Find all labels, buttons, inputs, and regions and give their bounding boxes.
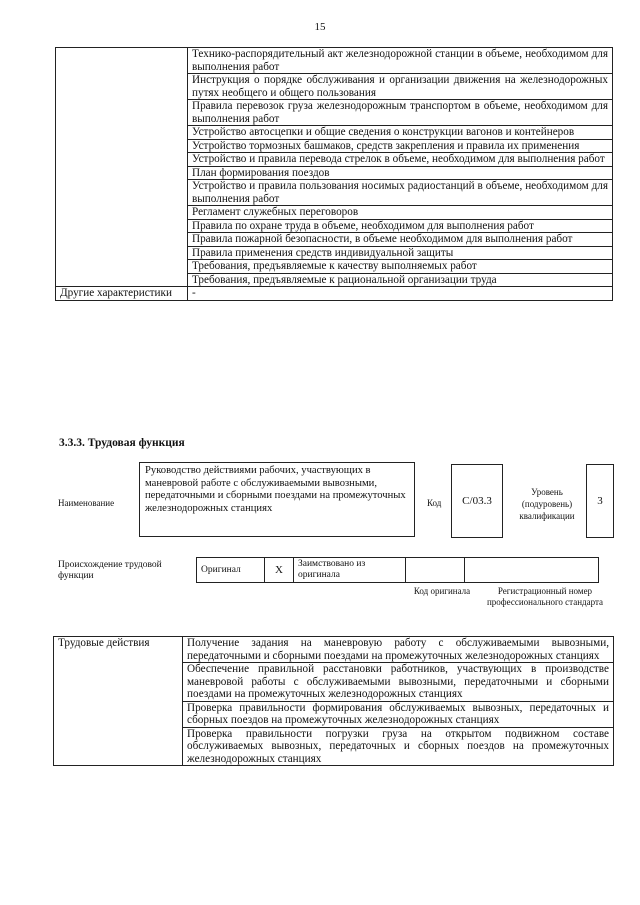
qualification-level-box: 3	[586, 464, 614, 538]
table-row: Требования, предъявляемые к рациональной организации труда	[188, 273, 613, 287]
code-original-cell	[406, 558, 465, 583]
table-row: Устройство и правила перевода стрелок в объеме, необходимом для выполнения работ	[188, 153, 613, 167]
origin-label: Происхождение трудовой функции	[58, 560, 162, 581]
table-row: Технико-распорядительный акт железнодорожной станции в объеме, необходимом для выполнения работ	[188, 48, 613, 74]
page-number: 15	[314, 21, 326, 33]
other-characteristics-label: Другие характеристики	[56, 287, 188, 301]
table-row: Инструкция о порядке обслуживания и организации движения на железнодорожных путях необщего и общего пользования	[188, 74, 613, 100]
table-row: Устройство автосцепки и общие сведения о конструкции вагонов и контейнеров	[188, 126, 613, 140]
table-row: Получение задания на маневровую работу с обслуживаемыми вывозными, передаточными и сборными поездами на промежуточных железнодорожных станциях	[183, 637, 614, 663]
table-row: Устройство тормозных башмаков, средств закрепления и правила их применения	[188, 139, 613, 153]
knowledge-label-cell	[56, 48, 188, 287]
other-characteristics-value: -	[188, 287, 613, 301]
reg-number-caption: Регистрационный номер профессионального стандарта	[486, 586, 604, 607]
function-code-box: C/03.3	[451, 464, 503, 538]
labor-actions-table	[53, 636, 614, 766]
reg-number-cell	[465, 558, 599, 583]
function-name-box: Руководство действиями рабочих, участвующих в маневровой работе с обслуживаемыми вывозными, передаточными и сборными поездами на промежуточных железнодорожных станциях	[139, 462, 415, 537]
original-cell: Оригинал	[197, 558, 265, 583]
table-row: Проверка правильности формирования обслуживаемых вывозных, передаточных и сборных поездов на промежуточных железнодорожных станциях	[183, 701, 614, 727]
qualification-level-label: Уровень (подуровень) квалификации	[519, 487, 575, 521]
table-row: Правила пожарной безопасности, в объеме необходимом для выполнения работ	[188, 233, 613, 247]
table-row: Обеспечение правильной расстановки работников, участвующих в производстве маневровой работы с обслуживаемыми вывозными, передаточными и сборными поездами на промежуточных железнодорожных станциях	[183, 663, 614, 702]
section-heading: 3.3.3. Трудовая функция	[59, 437, 185, 449]
name-label: Наименование	[58, 498, 115, 508]
table-row: Правила перевозок груза железнодорожным транспортом в объеме, необходимом для выполнения работ	[188, 100, 613, 126]
table-row: Проверка правильности погрузки груза на открытом подвижном составе обслуживаемых вывозных, передаточных и сборных поездов на промежуточных железнодорожных станциях	[183, 727, 614, 766]
labor-actions-label: Трудовые действия	[54, 637, 183, 766]
borrowed-cell: Заимствовано из оригинала	[294, 558, 406, 583]
origin-table	[196, 557, 599, 583]
table-row: Требования, предъявляемые к качеству выполняемых работ	[188, 260, 613, 274]
knowledge-table	[55, 47, 613, 301]
table-row: Устройство и правила пользования носимых радиостанций в объеме, необходимом для выполнения работ	[188, 180, 613, 206]
code-original-caption: Код оригинала	[413, 586, 471, 596]
table-row: Регламент служебных переговоров	[188, 206, 613, 220]
table-row: План формирования поездов	[188, 166, 613, 180]
original-mark: X	[265, 558, 294, 583]
table-row: Правила по охране труда в объеме, необходимом для выполнения работ	[188, 219, 613, 233]
table-row: Правила применения средств индивидуальной защиты	[188, 246, 613, 260]
code-label: Код	[427, 498, 442, 508]
